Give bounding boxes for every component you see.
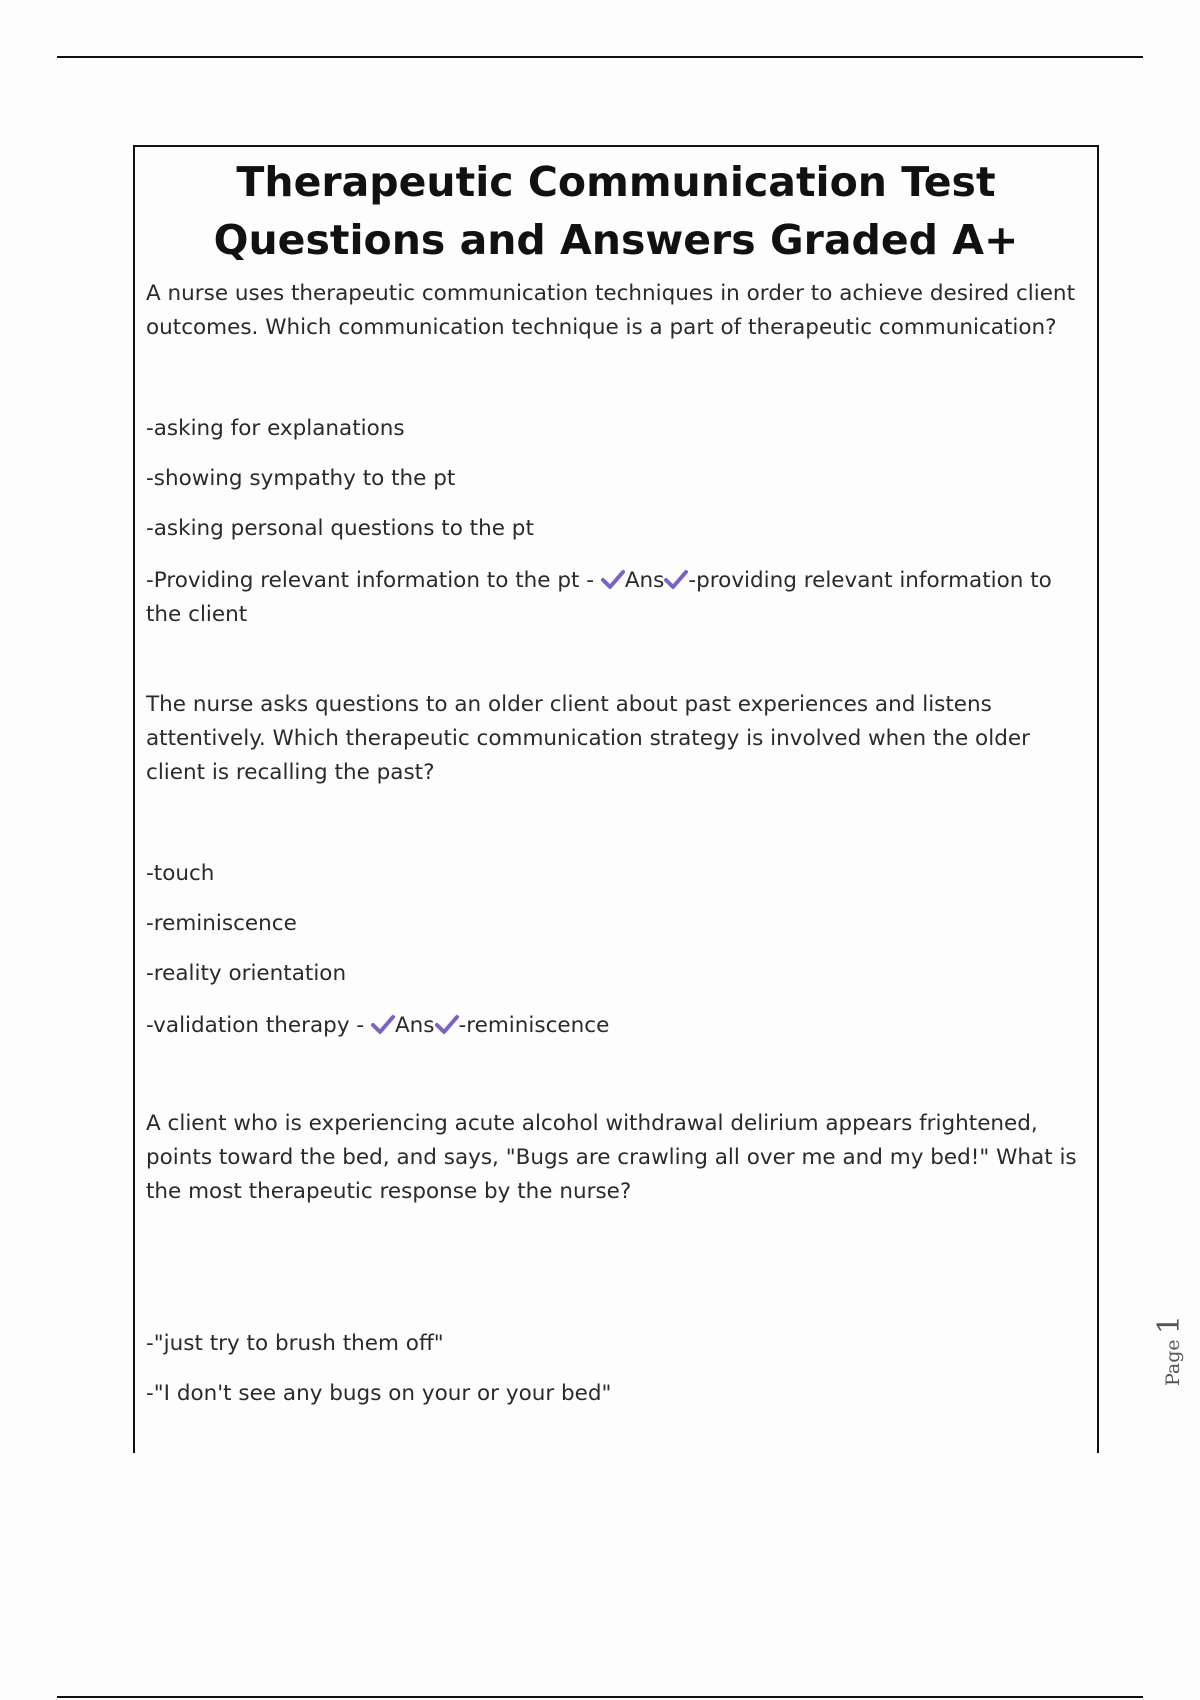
title-line-1: Therapeutic Communication Test [236, 158, 996, 206]
checkmark-icon [435, 1013, 459, 1035]
title-line-2: Questions and Answers Graded A+ [213, 216, 1019, 264]
question-2-option-2: -reminiscence [146, 911, 297, 936]
question-1-option-3: -asking personal questions to the pt [146, 516, 534, 541]
question-3-option-2: -"I don't see any bugs on your or your bed" [146, 1381, 612, 1406]
header-rule [57, 56, 1143, 58]
question-1-option-2: -showing sympathy to the pt [146, 466, 456, 491]
question-3-text: A client who is experiencing acute alcohol withdrawal delirium appears frightened, points toward the bed, and says, "Bugs are crawling all over me and my bed!" What is the most therapeutic response by the nurse? [146, 1111, 1077, 1204]
question-3-option-1: -"just try to brush them off" [146, 1331, 444, 1356]
document-frame [133, 145, 1099, 1453]
document-title [135, 153, 1097, 269]
question-1-option-4: -Providing relevant information to the pt - [146, 568, 601, 593]
question-1-answer: -providing relevant information to the client [146, 568, 1052, 627]
page-number [1152, 1315, 1187, 1386]
document-body [135, 277, 1097, 1411]
footer-rule [57, 1696, 1143, 1698]
question-2-answer-line [146, 1009, 1087, 1043]
question-2-option-1: -touch [146, 861, 215, 886]
checkmark-icon [601, 568, 625, 590]
question-2-text: The nurse asks questions to an older client about past experiences and listens attentively. Which therapeutic communication strategy is involved when the older client is recalling the past? [146, 692, 1030, 785]
question-1-answer-line [146, 564, 1087, 632]
answer-label: Ans [624, 568, 665, 593]
page-label: Page [1162, 1339, 1184, 1386]
checkmark-icon [371, 1013, 395, 1035]
question-1-option-1: -asking for explanations [146, 416, 405, 441]
question-1-text: A nurse uses therapeutic communication techniques in order to achieve desired client outcomes. Which communication technique is a part of therapeutic communication? [146, 281, 1075, 340]
question-2-option-3: -reality orientation [146, 961, 347, 986]
question-2-option-4: -validation therapy - [146, 1013, 371, 1038]
question-2-answer: -reminiscence [458, 1013, 610, 1038]
answer-label: Ans [394, 1013, 435, 1038]
checkmark-icon [664, 568, 688, 590]
page-number-value: 1 [1152, 1315, 1187, 1335]
